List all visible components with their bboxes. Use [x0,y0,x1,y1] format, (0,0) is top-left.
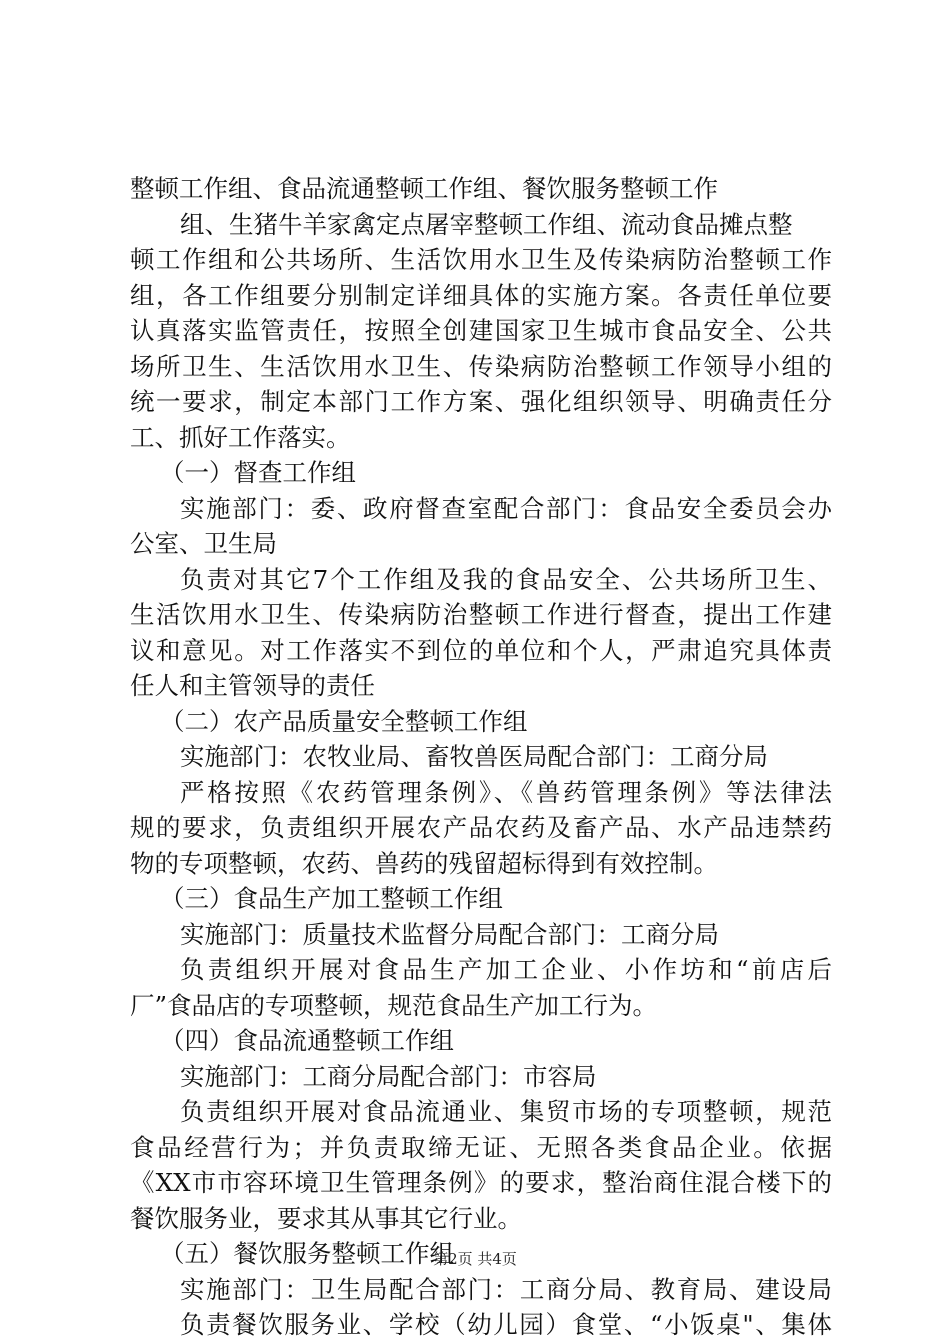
text-line: 任人和主管领导的责任 [130,671,375,700]
text-line: 认真落实监管责任，按照全创建国家卫生城市食品安全、公共 [130,316,832,345]
document-body [130,171,832,1343]
text-line: 生活饮用水卫生、传染病防治整顿工作进行督查，提出工作建 [130,600,832,629]
text-line: 食品经营行为；并负责取缔无证、无照各类食品企业。依据 [130,1132,832,1162]
text-line: 顿工作组和公共场所、生活饮用水卫生及传染病防治整顿工作 [130,245,832,274]
page-footer: 第2页 共4页 [433,1250,517,1268]
text-line: 负责组织开展对食品生产加工企业、小作坊和“前店后 [180,955,832,984]
text-line: 实施部门：委、政府督查室配合部门：食品安全委员会办 [180,493,832,523]
text-line: 实施部门：工商分局配合部门：市容局 [180,1061,597,1091]
text-line: 负责组织开展对食品流通业、集贸市场的专项整顿，规范 [180,1097,832,1126]
text-line: （二）农产品质量安全整顿工作组 [160,706,528,736]
text-line: 组，各工作组要分别制定详细具体的实施方案。各责任单位要 [130,280,832,310]
text-line: 议和意见。对工作落实不到位的单位和个人，严肃追究具体责 [130,635,832,665]
text-line: 厂”食品店的专项整顿，规范食品生产加工行为。 [130,990,658,1020]
text-line: 场所卫生、生活饮用水卫生、传染病防治整顿工作领导小组的 [130,351,832,381]
text-line: 负责对其它7个工作组及我的食品安全、公共场所卫生、 [180,564,832,594]
text-line: （五）餐饮服务整顿工作组 [160,1239,454,1268]
text-line: 《XX市市容环境卫生管理条例》的要求，整治商住混合楼下的 [130,1168,832,1197]
text-line: 负责餐饮服务业、学校（幼儿园）食堂、“小饭桌"、集体 [180,1310,832,1339]
text-line: 统一要求，制定本部门工作方案、强化组织领导、明确责任分 [130,387,832,416]
text-line: （三）食品生产加工整顿工作组 [160,884,503,913]
text-line: 严格按照《农药管理条例》、《兽药管理条例》等法律法 [180,777,832,807]
text-line: （四）食品流通整顿工作组 [160,1026,454,1055]
text-line: 餐饮服务业，要求其从事其它行业。 [130,1203,522,1233]
text-line: 工、抓好工作落实。 [130,422,351,452]
text-line: 整顿工作组、食品流通整顿工作组、餐饮服务整顿工作 [130,174,718,203]
text-line: 规的要求，负责组织开展农产品农药及畜产品、水产品违禁药 [130,813,832,842]
text-line: （一）督查工作组 [160,458,356,487]
text-line: 实施部门：卫生局配合部门：工商分局、教育局、建设局 [180,1274,832,1304]
text-line: 组、生猪牛羊家禽定点屠宰整顿工作组、流动食品摊点整 [180,209,793,239]
text-line: 物的专项整顿，农药、兽药的残留超标得到有效控制。 [130,848,718,878]
text-line: 公室、卫生局 [130,529,277,558]
text-line: 实施部门：农牧业局、畜牧兽医局配合部门：工商分局 [180,742,768,771]
text-line: 实施部门：质量技术监督分局配合部门：工商分局 [180,919,719,949]
